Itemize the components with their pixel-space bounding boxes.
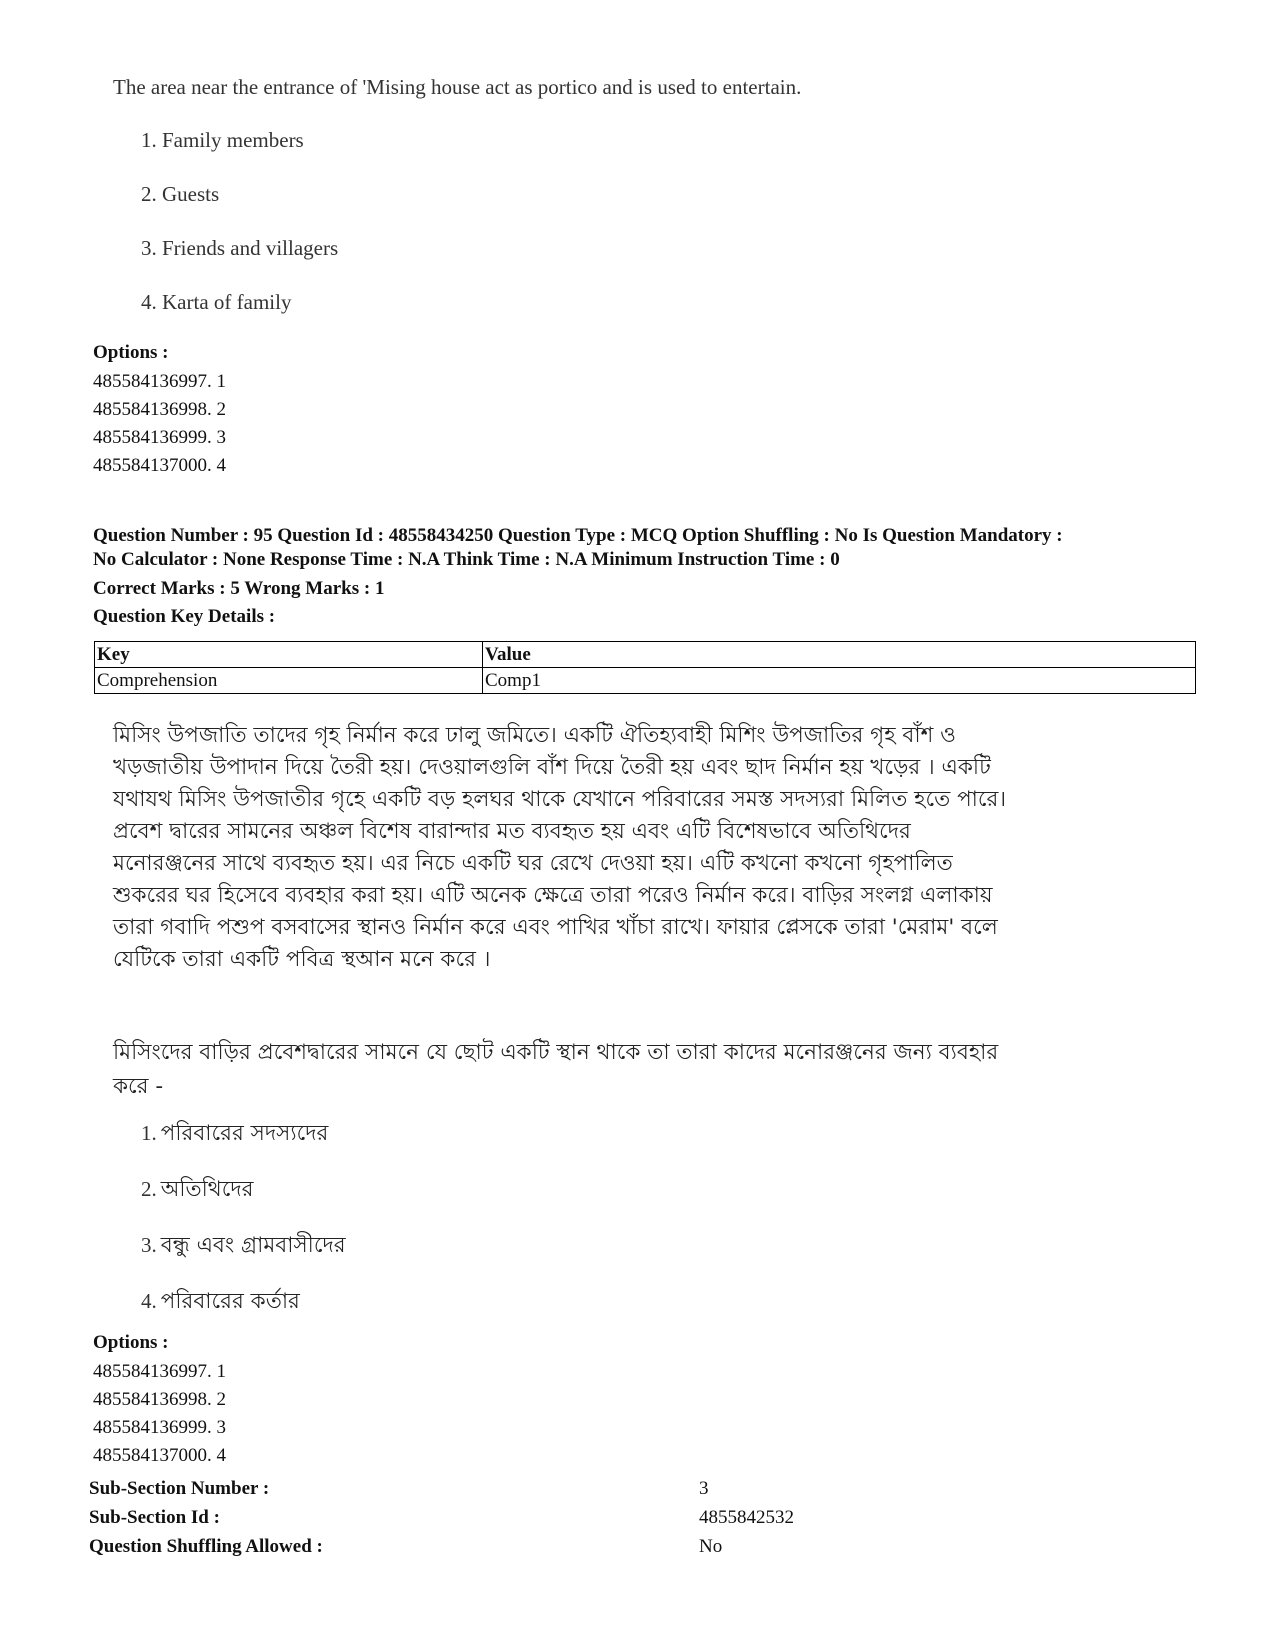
choice-number: 1. — [141, 1121, 157, 1145]
prev-choice-2: 2. Guests — [141, 182, 220, 206]
prev-option-1: 485584136997. 1 — [93, 371, 226, 392]
passage-line: যেটিকে তারা একটি পবিত্র স্থআন মনে করে । — [113, 947, 491, 972]
subsection-id-value: 4855842532 — [699, 1507, 794, 1528]
subsection-number-value: 3 — [699, 1478, 709, 1499]
choice-text: বন্ধু এবং গ্রামবাসীদের — [160, 1233, 346, 1258]
question-meta-line1: Question Number : 95 Question Id : 48558434250 Question Type : MCQ Option Shuffling : No Is Question Mandatory : — [93, 525, 1063, 546]
passage-line: খড়জাতীয় উপাদান দিয়ে তৈরী হয়। দেওয়ালগুলি বাঁশ দিয়ে তৈরী হয় এবং ছাদ নির্মান হয় খড়ের । একটি — [113, 755, 991, 780]
question-key-details-label: Question Key Details : — [93, 606, 276, 627]
choice-text: পরিবারের সদস্যদের — [160, 1121, 329, 1146]
prev-choice-1: 1. Family members — [141, 128, 304, 152]
passage-line: শুকরের ঘর হিসেবে ব্যবহার করা হয়। এটি অনেক ক্ষেত্রে তারা পরেও নির্মান করে। বাড়ির সংলগ্ন এলাকায় — [113, 883, 993, 908]
key-table-header-key: Key — [95, 642, 483, 668]
choice-number: 4. — [141, 1289, 157, 1313]
choice-4 — [141, 1285, 300, 1321]
choice-text: পরিবারের কর্তার — [160, 1289, 300, 1314]
prev-option-2: 485584136998. 2 — [93, 399, 226, 420]
passage-line: প্রবেশ দ্বারের সামনের অঞ্চল বিশেষ বারান্দার মত ব্যবহৃত হয় এবং এটি বিশেষভাবে অতিথিদের — [113, 819, 911, 844]
passage-line: মিসিং উপজাতি তাদের গৃহ নির্মান করে ঢালু জমিতে। একটি ঐতিহ্যবাহী মিশিং উপজাতির গৃহ বাঁশ ও — [113, 723, 956, 748]
option-1: 485584136997. 1 — [93, 1361, 226, 1382]
choice-3 — [141, 1229, 346, 1265]
question-meta-line2: No Calculator : None Response Time : N.A Think Time : N.A Minimum Instruction Time : 0 — [93, 549, 840, 570]
passage-line: তারা গবাদি পশুপ বসবাসের স্থানও নির্মান করে এবং পাখির খাঁচা রাখে। ফায়ার প্লেসকে তারা 'মেরাম' বলে — [113, 915, 998, 940]
question-shuffling-label: Question Shuffling Allowed : — [89, 1536, 323, 1557]
key-table-cell-value: Comp1 — [483, 668, 1196, 694]
choice-1 — [141, 1117, 328, 1153]
prev-choice-3: 3. Friends and villagers — [141, 236, 339, 260]
comprehension-passage — [113, 720, 1173, 976]
prev-question-stem: The area near the entrance of 'Mising house act as portico and is used to entertain. — [113, 75, 802, 99]
option-2: 485584136998. 2 — [93, 1389, 226, 1410]
prev-choice-4: 4. Karta of family — [141, 290, 292, 314]
choice-2 — [141, 1173, 254, 1209]
prev-option-4: 485584137000. 4 — [93, 455, 226, 476]
option-4: 485584137000. 4 — [93, 1445, 226, 1466]
question-key-table — [94, 641, 1196, 694]
question-marks: Correct Marks : 5 Wrong Marks : 1 — [93, 578, 385, 599]
choice-number: 2. — [141, 1177, 157, 1201]
passage-line: মনোরঞ্জনের সাথে ব্যবহৃত হয়। এর নিচে একটি ঘর রেখে দেওয়া হয়। এটি কখনো কখনো গৃহপালিত — [113, 851, 953, 876]
option-3: 485584136999. 3 — [93, 1417, 226, 1438]
key-table-header — [95, 642, 1196, 668]
key-table-header-value: Value — [483, 642, 1196, 668]
question-stem — [113, 1036, 1173, 1104]
key-table-row — [95, 668, 1196, 694]
prev-option-3: 485584136999. 3 — [93, 427, 226, 448]
choice-text: অতিথিদের — [160, 1177, 254, 1202]
subsection-number-label: Sub-Section Number : — [89, 1478, 270, 1499]
stem-line: মিসিংদের বাড়ির প্রবেশদ্বারের সামনে যে ছোট একটি স্থান থাকে তা তারা কাদের মনোরঞ্জনের জন্য ব্যবহার — [113, 1040, 999, 1065]
key-table-cell-key: Comprehension — [95, 668, 483, 694]
prev-options-label: Options : — [93, 342, 169, 363]
passage-line: যথাযথ মিসিং উপজাতীর গৃহে একটি বড় হলঘর থাকে যেখানে পরিবারের সমস্ত সদস্যরা মিলিত হতে পারে। — [113, 787, 1007, 812]
options-label: Options : — [93, 1332, 169, 1353]
question-shuffling-value: No — [699, 1536, 723, 1557]
choice-number: 3. — [141, 1233, 157, 1257]
stem-line: করে - — [113, 1074, 164, 1099]
subsection-id-label: Sub-Section Id : — [89, 1507, 220, 1528]
